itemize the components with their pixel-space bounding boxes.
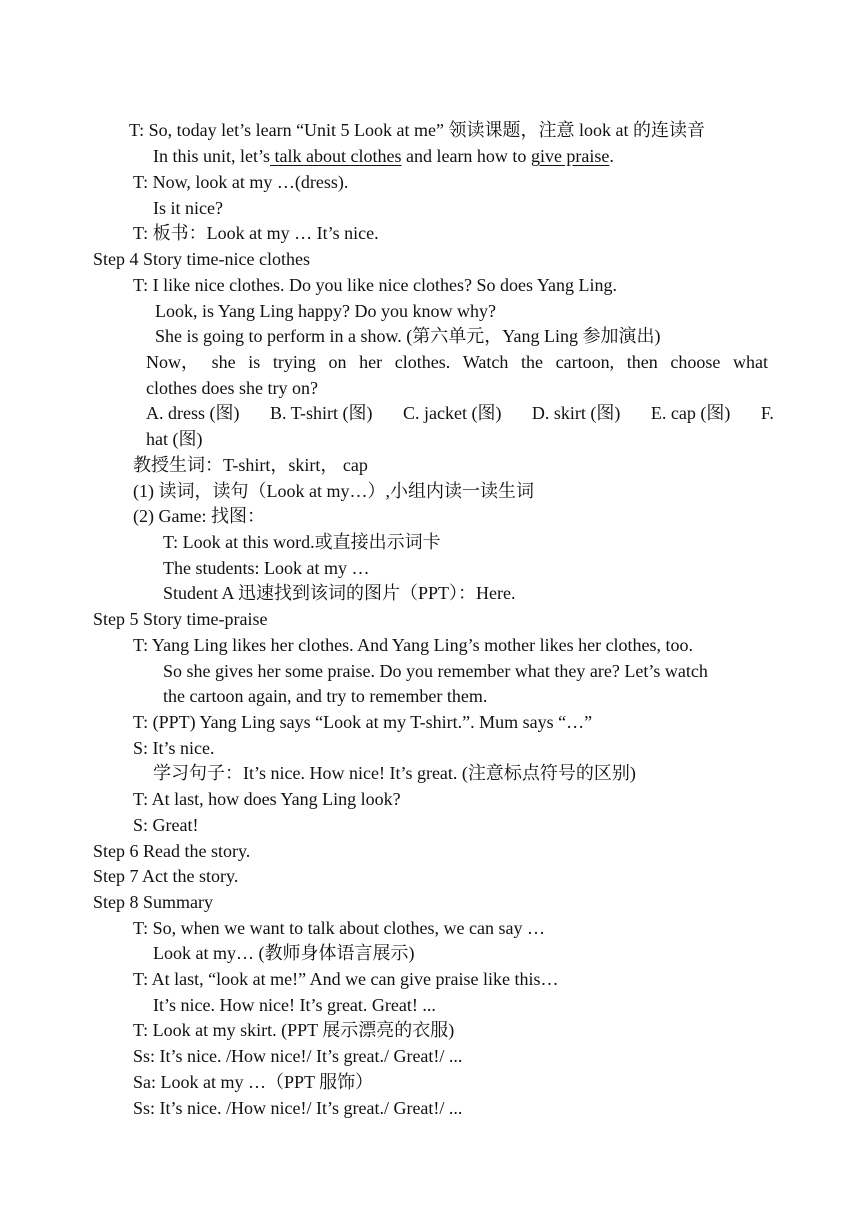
text-line: Student A 迅速找到该词的图片（PPT）：Here. bbox=[163, 583, 516, 603]
option-c: C. jacket (图) bbox=[402, 403, 502, 423]
text-line: T: Look at my skirt. (PPT 展示漂亮的衣服) bbox=[133, 1020, 455, 1040]
step-heading: Step 8 Summary bbox=[93, 892, 213, 912]
word: clothes. bbox=[394, 352, 451, 372]
text-line: T: Yang Ling likes her clothes. And Yang Ling’s mother likes her clothes, too. bbox=[133, 635, 694, 655]
text-line: T: Look at this word.或直接出示词卡 bbox=[163, 532, 441, 552]
text-span: and learn how to bbox=[401, 146, 531, 166]
text-line: T: So, today let’s learn “Unit 5 Look at me” 领读课题，注意 look at 的连读音 bbox=[129, 120, 706, 140]
justified-line bbox=[146, 351, 768, 373]
text-line: T: Now, look at my …(dress). bbox=[133, 172, 349, 192]
text-line: hat (图) bbox=[146, 429, 203, 449]
option-b: B. T-shirt (图) bbox=[269, 403, 373, 423]
word: cartoon, bbox=[555, 352, 615, 372]
word: choose bbox=[670, 352, 721, 372]
text-line: (1) 读词，读句（Look at my…）,小组内读一读生词 bbox=[133, 481, 534, 501]
word: what bbox=[733, 352, 768, 372]
text-line: Ss: It’s nice. /How nice!/ It’s great./ Great!/ ... bbox=[133, 1098, 463, 1118]
text-line: T: At last, “look at me!” And we can give praise like this… bbox=[133, 969, 559, 989]
options-line bbox=[146, 402, 774, 424]
word: Watch bbox=[462, 352, 509, 372]
text-line: T: 板书：Look at my … It’s nice. bbox=[133, 223, 379, 243]
word: the bbox=[521, 352, 544, 372]
option-e: E. cap (图) bbox=[650, 403, 731, 423]
text-line: Ss: It’s nice. /How nice!/ It’s great./ Great!/ ... bbox=[133, 1046, 463, 1066]
word: trying bbox=[272, 352, 316, 372]
step-heading: Step 7 Act the story. bbox=[93, 866, 239, 886]
text-line: clothes does she try on? bbox=[146, 378, 318, 398]
text-span: . bbox=[609, 146, 614, 166]
text-line: The students: Look at my … bbox=[163, 558, 370, 578]
step-heading: Step 4 Story time-nice clothes bbox=[93, 249, 310, 269]
underlined-text: give praise bbox=[530, 146, 610, 166]
text-line: So she gives her some praise. Do you remember what they are? Let’s watch bbox=[163, 661, 708, 681]
option-f: F. bbox=[760, 403, 774, 423]
underlined-text: talk about clothes bbox=[270, 146, 402, 166]
text-line: S: Great! bbox=[133, 815, 199, 835]
word: then bbox=[626, 352, 658, 372]
step-heading: Step 6 Read the story. bbox=[93, 841, 251, 861]
text-line: Look, is Yang Ling happy? Do you know why? bbox=[155, 301, 496, 321]
text-line: Sa: Look at my …（PPT 服饰） bbox=[133, 1072, 374, 1092]
text-line: the cartoon again, and try to remember them. bbox=[163, 686, 488, 706]
word: is bbox=[248, 352, 261, 372]
option-a: A. dress (图) bbox=[146, 403, 240, 423]
step-heading: Step 5 Story time-praise bbox=[93, 609, 268, 629]
text-line: 学习句子：It’s nice. How nice! It’s great. (注意标点符号的区别) bbox=[153, 763, 636, 783]
text-line: She is going to perform in a show. (第六单元，Yang Ling 参加演出) bbox=[155, 326, 661, 346]
text-line: Is it nice? bbox=[153, 198, 223, 218]
text-line: 教授生词：T-shirt，skirt， cap bbox=[133, 455, 368, 475]
text-line: Look at my… (教师身体语言展示) bbox=[153, 943, 415, 963]
text-line: T: (PPT) Yang Ling says “Look at my T-shirt.”. Mum says “…” bbox=[133, 712, 593, 732]
text-line: (2) Game: 找图： bbox=[133, 506, 265, 526]
text-line: T: I like nice clothes. Do you like nice clothes? So does Yang Ling. bbox=[133, 275, 618, 295]
word: on bbox=[328, 352, 347, 372]
text-line: T: So, when we want to talk about clothes, we can say … bbox=[133, 918, 546, 938]
option-d: D. skirt (图) bbox=[531, 403, 621, 423]
text-line: S: It’s nice. bbox=[133, 738, 215, 758]
word: she bbox=[211, 352, 236, 372]
text-span: In this unit, let’s bbox=[153, 146, 270, 166]
word: her bbox=[359, 352, 383, 372]
text-line: It’s nice. How nice! It’s great. Great! ... bbox=[153, 995, 436, 1015]
text-line bbox=[153, 145, 614, 167]
word: Now， bbox=[146, 352, 199, 372]
text-line: T: At last, how does Yang Ling look? bbox=[133, 789, 401, 809]
